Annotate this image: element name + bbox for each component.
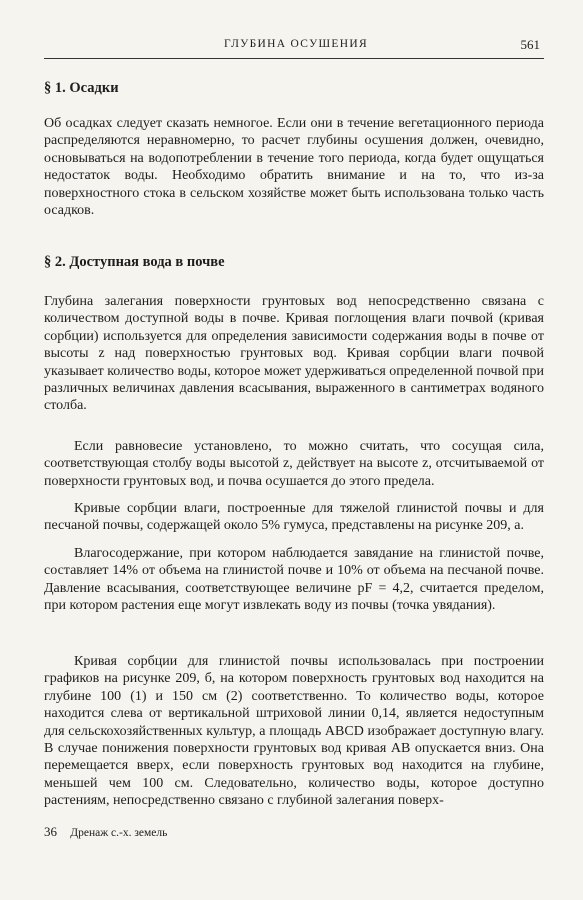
paragraph-groundwater-depth: Глубина залегания поверхности грунтовых вод непосредственно связана с количеством доступной воды в почве. Кривая поглощения влаги почвой (кривая сорбции) используется для определения зависимости содержания воды в почве от высоты z над поверхностью грунтовых вод. Кривая сорбции влаги почвой указывает количество воды, которое может удерживаться определенной почвой при различных величинах давления всасывания, выраженного в сантиметрах водяного столба.	[44, 294, 544, 414]
paragraph-wilting-point: Влагосодержание, при котором наблюдается завядание на глинистой почве, составляет 14% от объема на глинистой почве и 10% от объема на песчаной почве. Давление всасывания, соответствующее величине pF = 4,2, считается пределом, при котором растения еще могут извлекать воду из почвы (точка увядания).	[44, 546, 544, 614]
paragraph-equilibrium: Если равновесие установлено, то можно считать, что сосущая сила, соответствующая столбу воды высотой z, действует на высоте z, отсчитываемой от поверхности грунтовых вод, и почва осушается до этого предела.	[44, 439, 544, 489]
page-number: 561	[520, 37, 540, 52]
running-title: ГЛУБИНА ОСУШЕНИЯ	[224, 38, 368, 50]
page-header	[44, 38, 544, 59]
paragraph-sorption-curves: Кривые сорбции влаги, построенные для тяжелой глинистой почвы и для песчаной почвы, содержащей около 5% гумуса, представлены на рисунке 209, а.	[44, 501, 544, 534]
section-heading-precipitation: § 1. Осадки	[44, 80, 119, 96]
paragraph-clay-sorption: Кривая сорбции для глинистой почвы использовалась при построении графиков на рисунке 209, б, на котором поверхность грунтовых вод находится на глубине 100 (1) и 150 см (2) соответственно. То количество воды, которое находится слева от вертикальной штриховой линии 0,14, является недоступным для сельскохозяйственных культур, а площадь ABCD изображает доступную влагу. В случае понижения поверхности грунтовых вод кривая AB опускается вниз. Она перемещается вверх, если поверхность грунтовых вод находится на глубине, меньшей чем 100 см. Следовательно, количество воды, которое доступно растениям, непосредственно связано с глубиной залегания поверх-	[44, 654, 544, 809]
signature-page-number: 36	[44, 824, 57, 839]
section-heading-available-water: § 2. Доступная вода в почве	[44, 254, 225, 270]
signature-title: Дренаж с.-х. земель	[70, 827, 168, 839]
paragraph-precipitation: Об осадках следует сказать немногое. Если они в течение вегетационного периода распределяются неравномерно, то расчет глубины осушения должен, очевидно, основываться на водопотреблении в течение того периода, когда будет ощущаться недостаток воды. Необходимо обратить внимание и на то, что из-за поверхностного стока в сельском хозяйстве может быть использована только часть осадков.	[44, 116, 544, 219]
page-footer	[44, 824, 167, 840]
